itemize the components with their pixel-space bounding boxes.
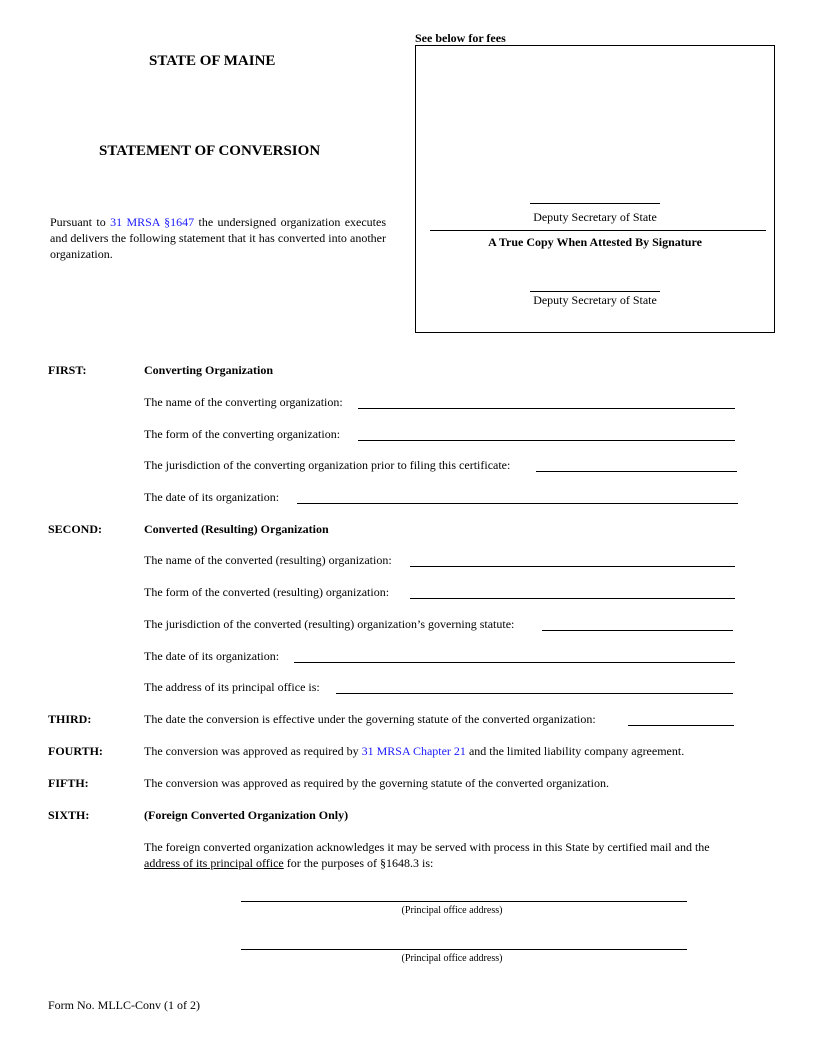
fees-note: See below for fees — [415, 31, 506, 45]
signature-line-2 — [530, 291, 660, 292]
true-copy-note: A True Copy When Attested By Signature — [488, 235, 702, 249]
converted-form-field[interactable] — [410, 598, 735, 599]
converted-date-field[interactable] — [294, 662, 735, 663]
fourth-post: and the limited liability company agreement. — [468, 744, 685, 758]
intro-paragraph — [50, 214, 386, 262]
converted-address-field[interactable] — [336, 693, 733, 694]
principal-address-caption-2: (Principal office address) — [401, 953, 503, 964]
form-title: STATEMENT OF CONVERSION — [99, 143, 321, 159]
fourth-label: FOURTH: — [48, 744, 103, 758]
converting-date-label: The date of its organization: — [144, 490, 280, 504]
statute-link-chapter-21[interactable]: 31 MRSA Chapter 21 — [361, 744, 466, 758]
converting-name-label: The name of the converting organization: — [144, 395, 343, 409]
principal-address-field-1[interactable] — [241, 901, 687, 902]
fifth-text: The conversion was approved as required by the governing statute of the converted organization. — [144, 776, 609, 790]
box-divider — [430, 230, 766, 231]
principal-address-field-2[interactable] — [241, 949, 687, 950]
converting-form-field[interactable] — [358, 440, 735, 441]
sixth-line-2-rest: for the purposes of §1648.3 is: — [286, 856, 434, 870]
fourth-text — [144, 744, 684, 759]
sixth-line-1: The foreign converted organization acknowledges it may be served with process in this State by certified mail and the — [144, 840, 710, 854]
signer-1-caption: Deputy Secretary of State — [533, 210, 657, 224]
converted-form-label: The form of the converted (resulting) organization: — [144, 585, 390, 599]
filing-box — [415, 45, 775, 333]
converted-address-label: The address of its principal office is: — [144, 680, 320, 694]
third-label: THIRD: — [48, 712, 92, 726]
signer-2-caption: Deputy Secretary of State — [533, 293, 657, 307]
converted-jurisdiction-field[interactable] — [542, 630, 733, 631]
statute-link-1647[interactable]: 31 MRSA §1647 — [110, 215, 195, 229]
state-title: STATE OF MAINE — [149, 53, 276, 69]
form-number: Form No. MLLC-Conv (1 of 2) — [48, 998, 200, 1012]
sixth-label: SIXTH: — [48, 808, 90, 822]
converting-name-field[interactable] — [358, 408, 735, 409]
converted-name-field[interactable] — [410, 566, 735, 567]
intro-pre: Pursuant to — [50, 215, 106, 229]
converted-date-label: The date of its organization: — [144, 649, 280, 663]
converting-date-field[interactable] — [297, 503, 738, 504]
first-heading: Converting Organization — [144, 363, 273, 377]
third-text: The date the conversion is effective under the governing statute of the converted organization: — [144, 712, 596, 726]
intro-post: the undersigned organization executes and delivers the following statement that it has converted into another organization. — [50, 215, 387, 261]
effective-date-field[interactable] — [628, 725, 734, 726]
principal-office-underlined: address of its principal office — [144, 856, 284, 870]
principal-address-caption-1: (Principal office address) — [401, 905, 503, 916]
sixth-line-2 — [144, 856, 433, 871]
converted-jurisdiction-label: The jurisdiction of the converted (resulting) organization’s governing statute: — [144, 617, 515, 631]
converting-jurisdiction-label: The jurisdiction of the converting organization prior to filing this certificate: — [144, 458, 511, 472]
first-label: FIRST: — [48, 363, 87, 377]
signature-line-1 — [530, 203, 660, 204]
fifth-label: FIFTH: — [48, 776, 89, 790]
second-heading: Converted (Resulting) Organization — [144, 522, 329, 536]
converted-name-label: The name of the converted (resulting) organization: — [144, 553, 392, 567]
sixth-heading: (Foreign Converted Organization Only) — [144, 808, 349, 822]
second-label: SECOND: — [48, 522, 103, 536]
converting-form-label: The form of the converting organization: — [144, 427, 341, 441]
converting-jurisdiction-field[interactable] — [536, 471, 737, 472]
fourth-pre: The conversion was approved as required by — [144, 744, 359, 758]
